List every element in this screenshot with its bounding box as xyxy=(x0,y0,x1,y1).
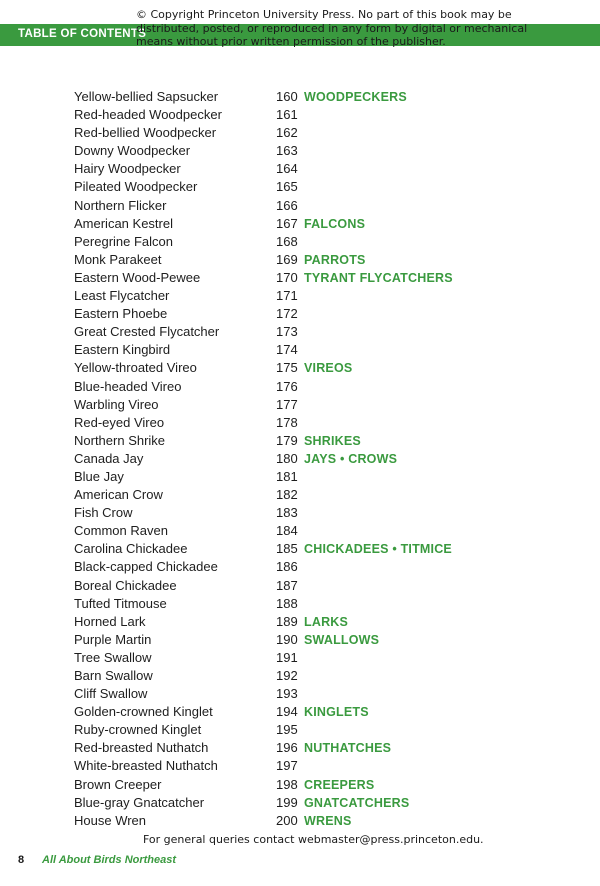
toc-entry[interactable] xyxy=(74,197,574,215)
toc-entry-name: Red-bellied Woodpecker xyxy=(74,125,217,141)
section-header-label: TABLE OF CONTENTS xyxy=(18,28,147,40)
toc-section-heading: FALCONS xyxy=(304,216,366,231)
toc-entry-page: 160 xyxy=(276,89,298,104)
toc-entry-name: Horned Lark xyxy=(74,613,146,629)
toc-entry[interactable] xyxy=(74,685,574,703)
toc-entry-name: Tufted Titmouse xyxy=(74,595,167,611)
toc-entry[interactable] xyxy=(74,703,574,721)
toc-entry[interactable] xyxy=(74,233,574,251)
toc-section-heading: SHRIKES xyxy=(304,433,361,448)
toc-entry-name: Barn Swallow xyxy=(74,668,153,683)
copyright-line: distributed, posted, or reproduced in any form by digital or mechanical xyxy=(136,21,528,35)
toc-entry[interactable] xyxy=(74,721,574,739)
toc-entry-name: Fish Crow xyxy=(74,505,133,521)
toc-entry-page: 193 xyxy=(276,686,298,702)
toc-entry-page: 172 xyxy=(276,306,298,322)
toc-entry-page: 177 xyxy=(276,396,298,412)
toc-entry-page: 166 xyxy=(276,197,298,213)
toc-entry-name: Warbling Vireo xyxy=(74,396,159,412)
toc-entry-page: 185 xyxy=(276,541,298,557)
toc-entry[interactable] xyxy=(74,88,574,106)
toc-entry-name: Eastern Kingbird xyxy=(74,342,171,358)
toc-entry-name: American Kestrel xyxy=(74,215,173,231)
toc-entry-page: 198 xyxy=(276,776,298,792)
toc-entry[interactable] xyxy=(74,178,574,196)
toc-entry[interactable] xyxy=(74,757,574,775)
toc-entry[interactable] xyxy=(74,106,574,124)
toc-entry-page: 195 xyxy=(276,722,298,738)
toc-entry[interactable] xyxy=(74,251,574,269)
toc-entry-page: 178 xyxy=(276,414,298,430)
toc-entry[interactable] xyxy=(74,613,574,631)
toc-section-heading: NUTHATCHES xyxy=(304,741,392,756)
toc-entry-name: Common Raven xyxy=(74,523,168,539)
toc-entry-page: 176 xyxy=(276,378,298,394)
toc-entry-page: 188 xyxy=(276,595,298,611)
toc-entry-page: 190 xyxy=(276,631,298,647)
toc-section-heading: WOODPECKERS xyxy=(304,90,407,104)
toc-entry-name: American Crow xyxy=(74,487,163,503)
toc-entry-page: 169 xyxy=(276,251,298,267)
toc-entry[interactable] xyxy=(74,577,574,595)
toc-section-heading: JAYS • CROWS xyxy=(304,451,398,466)
toc-entry-page: 199 xyxy=(276,794,298,810)
toc-section-heading: WRENS xyxy=(304,813,352,828)
toc-entry-page: 180 xyxy=(276,450,298,466)
toc-entry[interactable] xyxy=(74,269,574,287)
toc-section-heading: PARROTS xyxy=(304,252,366,267)
toc-entry-name: Least Flycatcher xyxy=(74,288,170,304)
toc-entry-page: 192 xyxy=(276,668,298,683)
copyright-line: means without prior written permission of the publisher. xyxy=(136,35,446,48)
toc-entry-name: Blue Jay xyxy=(74,468,124,484)
toc-section-heading: VIREOS xyxy=(304,361,353,376)
toc-entry-page: 161 xyxy=(276,107,298,123)
toc-section-heading: SWALLOWS xyxy=(304,632,380,647)
toc-entry-name: Yellow-bellied Sapsucker xyxy=(74,89,219,104)
toc-entry-page: 197 xyxy=(276,758,298,774)
book-title: All About Birds Northeast xyxy=(42,854,177,866)
toc-entry[interactable] xyxy=(74,631,574,649)
toc-entry-page: 194 xyxy=(276,704,298,720)
toc-entry[interactable] xyxy=(74,540,574,558)
toc-entry-page: 183 xyxy=(276,505,298,521)
toc-section-heading: TYRANT FLYCATCHERS xyxy=(304,270,453,285)
toc-entry[interactable] xyxy=(74,160,574,178)
toc-entry[interactable] xyxy=(74,486,574,504)
toc-entry-name: Canada Jay xyxy=(74,450,144,466)
toc-entry-name: Tree Swallow xyxy=(74,649,152,665)
toc-entry[interactable] xyxy=(74,812,574,830)
toc-entry[interactable] xyxy=(74,649,574,667)
toc-entry-page: 171 xyxy=(276,288,298,304)
toc-section-heading: KINGLETS xyxy=(304,705,369,720)
toc-entry[interactable] xyxy=(74,432,574,450)
toc-entry-page: 167 xyxy=(276,215,298,231)
toc-entry[interactable] xyxy=(74,323,574,341)
toc-section-heading: CHICKADEES • TITMICE xyxy=(304,542,452,557)
toc-entry[interactable] xyxy=(74,667,574,685)
toc-entry[interactable] xyxy=(74,414,574,432)
toc-entry-page: 191 xyxy=(276,649,298,665)
toc-entry-name: Boreal Chickadee xyxy=(74,577,177,593)
toc-entry-page: 165 xyxy=(276,179,298,195)
toc-entry-name: Eastern Phoebe xyxy=(74,306,168,322)
toc-entry-page: 175 xyxy=(276,360,298,376)
toc-entry-name: Northern Shrike xyxy=(74,432,166,448)
toc-entry-page: 173 xyxy=(276,324,298,340)
toc-entry[interactable] xyxy=(74,468,574,486)
toc-section-heading: GNATCATCHERS xyxy=(304,795,410,810)
toc-entry-page: 182 xyxy=(276,487,298,503)
toc-entry[interactable] xyxy=(74,359,574,377)
toc-entry[interactable] xyxy=(74,305,574,323)
toc-entry-page: 184 xyxy=(276,523,298,539)
toc-entry[interactable] xyxy=(74,776,574,794)
toc-entry-name: Purple Martin xyxy=(74,631,152,647)
toc-entry-page: 179 xyxy=(276,432,298,448)
table-of-contents xyxy=(74,88,574,830)
toc-entry[interactable] xyxy=(74,215,574,233)
toc-entry-name: Cliff Swallow xyxy=(74,686,148,702)
toc-entry-page: 196 xyxy=(276,740,298,756)
toc-entry-name: Downy Woodpecker xyxy=(74,143,191,159)
toc-entry-name: Golden-crowned Kinglet xyxy=(74,704,213,720)
toc-entry-page: 174 xyxy=(276,342,298,358)
toc-entry-name: Brown Creeper xyxy=(74,776,162,792)
toc-entry-name: White-breasted Nuthatch xyxy=(74,758,218,774)
copyright-notice xyxy=(136,8,536,49)
toc-entry-page: 163 xyxy=(276,143,298,159)
toc-entry-page: 162 xyxy=(276,125,298,141)
toc-entry[interactable] xyxy=(74,504,574,522)
copyright-line: © Copyright Princeton University Press. No part of this book may be xyxy=(136,8,512,21)
toc-entry-name: Pileated Woodpecker xyxy=(74,179,198,195)
toc-entry[interactable] xyxy=(74,378,574,396)
toc-entry-name: Yellow-throated Vireo xyxy=(74,360,197,376)
toc-entry-page: 168 xyxy=(276,233,298,249)
toc-entry[interactable] xyxy=(74,794,574,812)
toc-entry-page: 200 xyxy=(276,812,298,828)
toc-entry[interactable] xyxy=(74,450,574,468)
toc-entry-name: Carolina Chickadee xyxy=(74,541,188,557)
toc-entry[interactable] xyxy=(74,124,574,142)
toc-entry[interactable] xyxy=(74,558,574,576)
toc-section-heading: CREEPERS xyxy=(304,777,375,792)
toc-entry-name: Blue-headed Vireo xyxy=(74,378,182,394)
toc-entry-name: Peregrine Falcon xyxy=(74,233,173,249)
toc-entry[interactable] xyxy=(74,142,574,160)
toc-entry-name: Northern Flicker xyxy=(74,197,167,213)
toc-entry[interactable] xyxy=(74,595,574,613)
toc-entry-name: Red-headed Woodpecker xyxy=(74,107,222,123)
toc-entry[interactable] xyxy=(74,287,574,305)
toc-entry-name: Monk Parakeet xyxy=(74,251,162,267)
toc-entry-page: 164 xyxy=(276,161,298,177)
toc-entry-name: Ruby-crowned Kinglet xyxy=(74,722,202,738)
toc-entry-page: 186 xyxy=(276,559,298,575)
footer-contact-note: For general queries contact webmaster@press.princeton.edu. xyxy=(143,833,484,846)
toc-entry-name: Hairy Woodpecker xyxy=(74,161,181,177)
toc-entry-name: Black-capped Chickadee xyxy=(74,559,218,575)
toc-entry-name: Red-breasted Nuthatch xyxy=(74,740,209,756)
toc-entry-page: 189 xyxy=(276,613,298,629)
toc-entry-name: House Wren xyxy=(74,812,147,828)
toc-entry[interactable] xyxy=(74,522,574,540)
toc-entry[interactable] xyxy=(74,739,574,757)
toc-entry-page: 187 xyxy=(276,577,298,593)
page-number: 8 xyxy=(18,854,25,866)
toc-entry-page: 170 xyxy=(276,269,298,285)
toc-entry-page: 181 xyxy=(276,468,298,484)
toc-entry-name: Great Crested Flycatcher xyxy=(74,324,220,340)
toc-section-heading: LARKS xyxy=(304,614,349,629)
toc-entry[interactable] xyxy=(74,396,574,414)
toc-entry-name: Eastern Wood-Pewee xyxy=(74,269,201,285)
toc-entry-name: Blue-gray Gnatcatcher xyxy=(74,794,205,810)
toc-entry-name: Red-eyed Vireo xyxy=(74,414,165,430)
toc-entry[interactable] xyxy=(74,341,574,359)
